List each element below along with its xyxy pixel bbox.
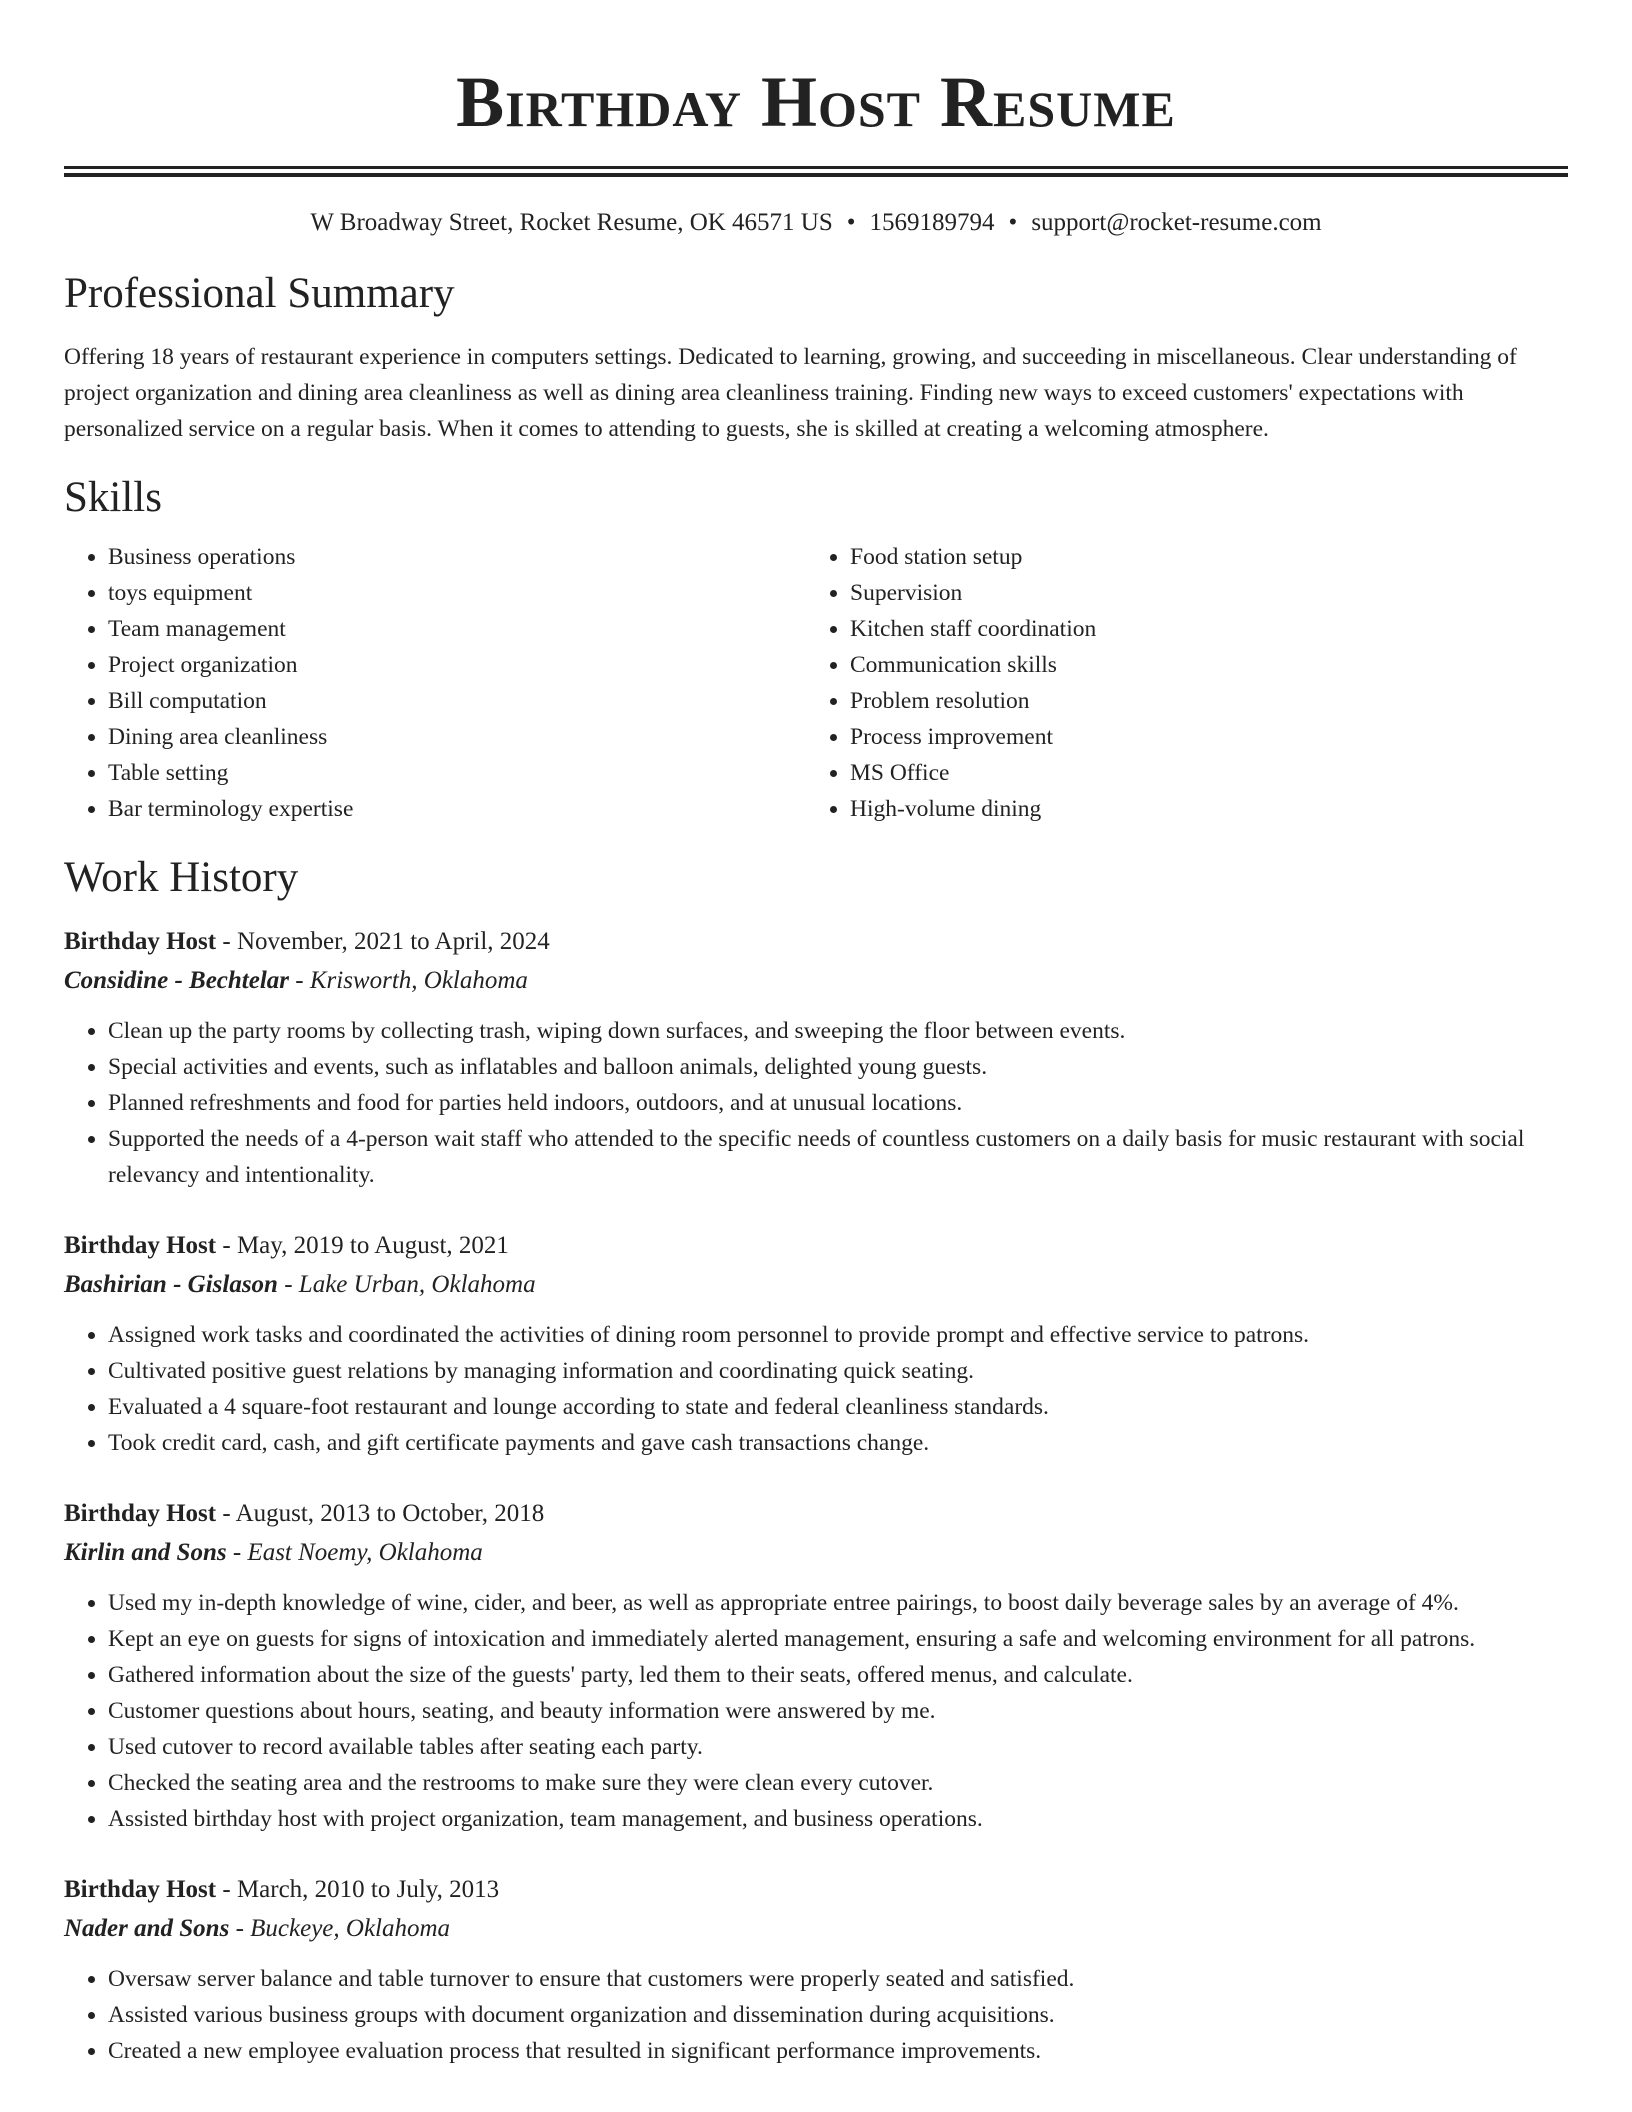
job-bullets xyxy=(64,1961,1568,2069)
job-role: Birthday Host xyxy=(64,1876,217,1903)
job-bullets xyxy=(64,1317,1568,1461)
contact-separator: • xyxy=(846,209,856,236)
skill-item: • Bar terminology expertise xyxy=(108,791,806,827)
job-bullet: • Evaluated a 4 square-foot restaurant and lounge according to state and federal cleanliness standards. xyxy=(108,1389,1568,1425)
job-dates: August, 2013 to October, 2018 xyxy=(235,1500,545,1527)
job-bullet: • Special activities and events, such as inflatables and balloon animals, delighted young guests. xyxy=(108,1049,1568,1085)
skill-item: • Food station setup xyxy=(850,539,1568,575)
job-title-line: Birthday Host - May, 2019 to August, 2021 xyxy=(64,1232,509,1259)
job-bullet: • Supported the needs of a 4-person wait staff who attended to the specific needs of countless customers on a daily basis for music restaurant with social relevancy and intentionality. xyxy=(108,1121,1568,1193)
skill-item: • MS Office xyxy=(850,755,1568,791)
job-bullets xyxy=(64,1013,1568,1193)
skills-columns xyxy=(64,539,1568,827)
job-bullet: • Created a new employee evaluation process that resulted in significant performance improvements. xyxy=(108,2033,1568,2069)
skill-item: • Project organization xyxy=(108,647,806,683)
skill-item: • Process improvement xyxy=(850,719,1568,755)
job-company: Considine - Bechtelar xyxy=(64,967,290,994)
summary-text: Offering 18 years of restaurant experience in computers settings. Dedicated to learning, growing, and succeeding in miscellaneous. Clear understanding of project organization and dining area cleanliness as well as dining area cleanliness training. Finding new ways to exceed customers' expectations with personalized service on a regular basis. When it comes to attending to guests, she is skilled at creating a welcoming atmosphere. xyxy=(64,344,1517,442)
job-bullet: • Took credit card, cash, and gift certificate payments and gave cash transactions change. xyxy=(108,1425,1568,1461)
job-dates: May, 2019 to August, 2021 xyxy=(236,1232,509,1259)
job-bullet: • Clean up the party rooms by collecting trash, wiping down surfaces, and sweeping the floor between events. xyxy=(108,1013,1568,1049)
job-bullet: • Cultivated positive guest relations by managing information and coordinating quick seating. xyxy=(108,1353,1568,1389)
job-company-line: Nader and Sons - Buckeye, Oklahoma xyxy=(64,1915,451,1942)
resume-title: Birthday Host Resume xyxy=(456,62,1176,142)
job-dates: March, 2010 to July, 2013 xyxy=(236,1876,500,1903)
job-title-line: Birthday Host - November, 2021 to April, 2024 xyxy=(64,928,550,955)
job-role: Birthday Host xyxy=(64,1232,217,1259)
job-entry xyxy=(64,1495,1568,1837)
skill-item: • Communication skills xyxy=(850,647,1568,683)
skill-item: • Supervision xyxy=(850,575,1568,611)
job-bullets xyxy=(64,1585,1568,1837)
contact-line xyxy=(64,207,1568,239)
job-bullet: • Assigned work tasks and coordinated the activities of dining room personnel to provide prompt and effective service to patrons. xyxy=(108,1317,1568,1353)
job-company: Kirlin and Sons xyxy=(64,1539,227,1566)
job-title-line: Birthday Host - March, 2010 to July, 2013 xyxy=(64,1876,500,1903)
skill-item: • Table setting xyxy=(108,755,806,791)
skills-list-right xyxy=(806,539,1568,827)
job-location: Buckeye, Oklahoma xyxy=(250,1915,451,1942)
job-location: Lake Urban, Oklahoma xyxy=(298,1271,536,1298)
contact-address: W Broadway Street, Rocket Resume, OK 46571 US xyxy=(310,209,833,236)
job-bullet: • Oversaw server balance and table turnover to ensure that customers were properly seated and satisfied. xyxy=(108,1961,1568,1997)
title-divider xyxy=(64,166,1568,177)
resume-page xyxy=(64,0,1568,2069)
skill-item: • Business operations xyxy=(108,539,806,575)
skill-item: • Dining area cleanliness xyxy=(108,719,806,755)
contact-phone: 1569189794 xyxy=(869,209,995,236)
skills-heading: Skills xyxy=(64,474,162,521)
contact-separator: • xyxy=(1008,209,1018,236)
job-bullet: • Used my in-depth knowledge of wine, cider, and beer, as well as appropriate entree pairings, to boost daily beverage sales by an average of 4%. xyxy=(108,1585,1568,1621)
job-company-line: Bashirian - Gislason - Lake Urban, Oklahoma xyxy=(64,1271,536,1298)
skill-item: • Kitchen staff coordination xyxy=(850,611,1568,647)
job-dates: November, 2021 to April, 2024 xyxy=(236,928,550,955)
job-bullet: • Kept an eye on guests for signs of intoxication and immediately alerted management, ensuring a safe and welcoming environment for all patrons. xyxy=(108,1621,1568,1657)
job-bullet: • Used cutover to record available tables after seating each party. xyxy=(108,1729,1568,1765)
job-bullet: • Assisted various business groups with document organization and dissemination during acquisitions. xyxy=(108,1997,1568,2033)
skill-item: • toys equipment xyxy=(108,575,806,611)
job-role: Birthday Host xyxy=(64,1500,217,1527)
skill-item: • High-volume dining xyxy=(850,791,1568,827)
job-bullet: • Planned refreshments and food for parties held indoors, outdoors, and at unusual locations. xyxy=(108,1085,1568,1121)
job-entry xyxy=(64,1227,1568,1461)
job-location: Krisworth, Oklahoma xyxy=(309,967,528,994)
summary-heading: Professional Summary xyxy=(64,270,455,317)
job-bullet: • Assisted birthday host with project organization, team management, and business operations. xyxy=(108,1801,1568,1837)
job-company: Bashirian - Gislason xyxy=(64,1271,278,1298)
job-entry xyxy=(64,1871,1568,2069)
job-bullet: • Checked the seating area and the restrooms to make sure they were clean every cutover. xyxy=(108,1765,1568,1801)
job-company-line: Considine - Bechtelar - Krisworth, Oklahoma xyxy=(64,967,528,994)
skill-item: • Team management xyxy=(108,611,806,647)
contact-email[interactable]: support@rocket-resume.com xyxy=(1031,209,1322,236)
work-history-heading: Work History xyxy=(64,854,299,901)
job-title-line: Birthday Host - August, 2013 to October, 2018 xyxy=(64,1500,545,1527)
job-location: East Noemy, Oklahoma xyxy=(247,1539,483,1566)
skills-list-left xyxy=(64,539,806,827)
job-company: Nader and Sons xyxy=(64,1915,230,1942)
job-company-line: Kirlin and Sons - East Noemy, Oklahoma xyxy=(64,1539,483,1566)
job-bullet: • Customer questions about hours, seating, and beauty information were answered by me. xyxy=(108,1693,1568,1729)
job-bullet: • Gathered information about the size of the guests' party, led them to their seats, offered menus, and calculate. xyxy=(108,1657,1568,1693)
job-entry xyxy=(64,923,1568,1193)
skill-item: • Problem resolution xyxy=(850,683,1568,719)
skill-item: • Bill computation xyxy=(108,683,806,719)
job-role: Birthday Host xyxy=(64,928,217,955)
